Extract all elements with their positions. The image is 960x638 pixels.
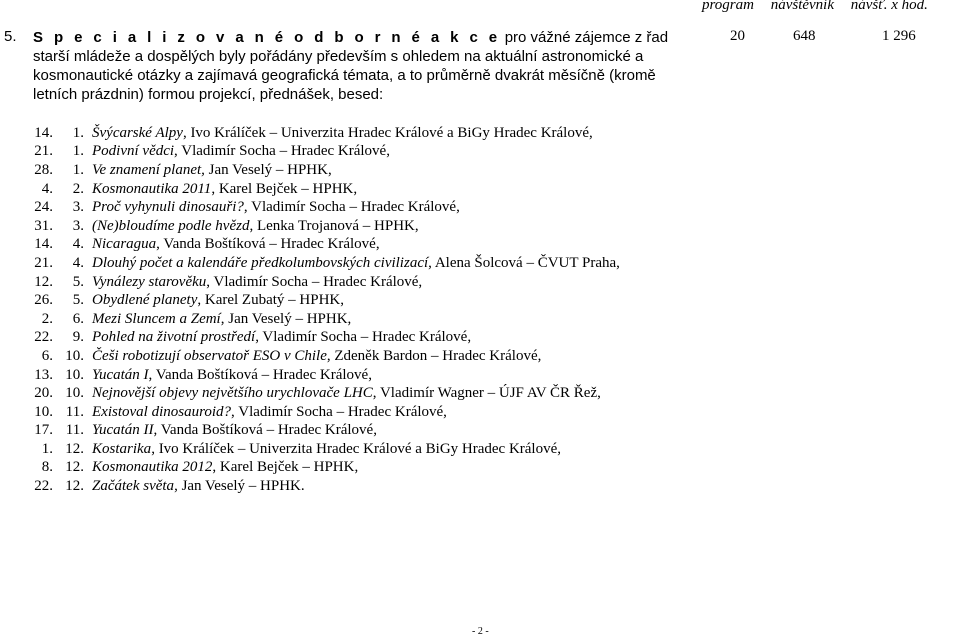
event-month: 10. (65, 366, 84, 383)
event-row (0, 124, 960, 143)
header-visitors: návštěvník (770, 0, 835, 13)
event-speaker: , Ivo Králíček – Univerzita Hradec Králové a BiGy Hradec Králové, (151, 440, 562, 457)
event-month: 4. (72, 236, 84, 253)
event-speaker: , Karel Bejček – HPHK, (212, 459, 359, 476)
event-title: Nejnovější objevy největšího urychlovače LHC (92, 385, 373, 402)
event-description (84, 292, 344, 309)
event-day: 6. (41, 347, 53, 364)
event-speaker: , Vladimír Socha – Hradec Králové, (231, 403, 447, 420)
section-number: 5. (4, 28, 17, 45)
event-row (0, 310, 960, 329)
event-title: (Ne)bloudíme podle hvězd (92, 217, 250, 234)
event-title: Kosmonautika 2012 (92, 459, 213, 476)
section-title: S p e c i a l i z o v a n é o d b o r n é a k c e (33, 29, 501, 46)
stat-visitor-hours: 1 296 (882, 28, 916, 44)
event-speaker: , Zdeněk Bardon – Hradec Králové, (326, 347, 542, 364)
event-day: 1. (41, 440, 53, 457)
event-description (84, 143, 390, 160)
event-speaker: , Lenka Trojanová – HPHK, (249, 217, 419, 234)
event-description (84, 459, 358, 476)
event-row (0, 254, 960, 273)
event-day: 22. (34, 329, 53, 346)
event-row (0, 291, 960, 310)
event-day: 4. (41, 180, 53, 197)
event-title: Švýcarské Alpy (92, 124, 183, 141)
event-description (84, 162, 332, 179)
event-month: 4. (72, 254, 84, 271)
event-month: 5. (72, 273, 84, 290)
event-row (0, 236, 960, 255)
event-month: 6. (72, 310, 84, 327)
event-description (84, 181, 357, 198)
event-month: 2. (72, 180, 84, 197)
section-description: pro vážné zájemce z řad starší mládeže a dospělých byly pořádány především s ohledem na aktuální astronomické a kosmonautické otázky a zajímavá geografická témata, a to průměrně dvakrát měsíčně (kromě letních prázdnin) formou projekcí, přednášek, besed: (33, 29, 669, 103)
event-title: Proč vyhynuli dinosauři? (92, 199, 244, 216)
event-row (0, 403, 960, 422)
event-row (0, 161, 960, 180)
stat-program-count: 20 (730, 28, 745, 44)
event-title: Existoval dinosauroid? (92, 403, 232, 420)
event-description (84, 478, 305, 495)
event-row (0, 180, 960, 199)
event-speaker: , Jan Veselý – HPHK. (174, 478, 305, 495)
event-day: 8. (41, 459, 53, 476)
event-day: 22. (34, 478, 53, 495)
event-row (0, 366, 960, 385)
event-title: Vynálezy starověku (92, 273, 207, 290)
event-description (84, 236, 380, 253)
event-month: 1. (72, 143, 84, 160)
event-month: 10. (65, 347, 84, 364)
event-speaker: , Vanda Boštíková – Hradec Králové, (153, 422, 377, 439)
event-title: Začátek světa (92, 478, 175, 495)
column-headers (702, 0, 928, 14)
event-description (84, 274, 422, 291)
section-intro (33, 28, 693, 104)
event-day: 24. (34, 199, 53, 216)
event-title: Yucatán II (92, 422, 154, 439)
event-day: 13. (34, 366, 53, 383)
event-month: 9. (72, 329, 84, 346)
event-day: 31. (34, 217, 53, 234)
event-speaker: , Vladimír Socha – Hradec Králové, (243, 199, 460, 216)
event-speaker: , Vladimír Socha – Hradec Králové, (255, 329, 472, 346)
event-title: Obydlené planety (92, 292, 198, 309)
event-day: 26. (34, 292, 53, 309)
event-day: 14. (34, 236, 53, 253)
event-month: 11. (65, 422, 84, 439)
event-month: 3. (72, 217, 84, 234)
event-description (84, 348, 541, 365)
event-day: 14. (34, 124, 53, 141)
event-month: 12. (65, 459, 84, 476)
event-day: 20. (34, 385, 53, 402)
event-month: 1. (72, 124, 84, 141)
event-title: Ve znamení planet, (92, 161, 205, 178)
event-row (0, 440, 960, 459)
event-speaker: , Jan Veselý – HPHK, (220, 310, 352, 327)
event-speaker: , Karel Zubatý – HPHK, (197, 292, 345, 309)
event-title: Kostarika (92, 440, 152, 457)
event-day: 2. (41, 310, 53, 327)
event-row (0, 347, 960, 366)
event-month: 3. (72, 199, 84, 216)
event-month: 12. (65, 440, 84, 457)
event-description (84, 255, 620, 272)
event-day: 12. (34, 273, 53, 290)
event-day: 17. (34, 422, 53, 439)
event-row (0, 143, 960, 162)
event-row (0, 329, 960, 348)
event-description (84, 367, 372, 384)
event-speaker: , Vladimír Socha – Hradec Králové, (174, 143, 390, 160)
event-row (0, 459, 960, 478)
page-number: - 2 - (472, 626, 489, 637)
event-title: Podivní vědci (92, 143, 175, 160)
event-description (84, 404, 447, 421)
event-description (84, 199, 460, 216)
event-row (0, 198, 960, 217)
event-speaker: , Ivo Králíček – Univerzita Hradec Králové a BiGy Hradec Králové, (182, 124, 593, 141)
event-row (0, 384, 960, 403)
event-description (84, 422, 377, 439)
event-day: 28. (34, 161, 53, 178)
event-description (84, 218, 419, 235)
event-description (84, 329, 471, 346)
event-title: Nicaragua (92, 236, 157, 253)
header-hours: návšť. x hod. (850, 0, 928, 13)
event-title: Dlouhý počet a kalendáře předkolumbovských civilizací (92, 254, 429, 271)
event-title: Češi robotizují observatoř ESO v Chile (92, 347, 327, 364)
event-title: Yucatán I (92, 366, 149, 383)
stat-visitor-count: 648 (793, 28, 816, 44)
event-speaker: , Karel Bejček – HPHK, (211, 180, 358, 197)
event-speaker: , Vanda Boštíková – Hradec Králové, (156, 236, 380, 253)
header-program: program (702, 0, 754, 13)
event-speaker: , Alena Šolcová – ČVUT Praha, (428, 254, 620, 271)
event-description (84, 125, 593, 142)
event-description (84, 311, 351, 328)
event-day: 10. (34, 403, 53, 420)
event-month: 12. (65, 478, 84, 495)
event-speaker: Jan Veselý – HPHK, (204, 161, 332, 178)
event-speaker: , Vladimír Wagner – ÚJF AV ČR Řež, (372, 385, 601, 402)
event-month: 1. (72, 161, 84, 178)
event-row (0, 273, 960, 292)
event-description (84, 441, 561, 458)
event-day: 21. (34, 254, 53, 271)
event-speaker: , Vladimír Socha – Hradec Králové, (206, 273, 423, 290)
event-speaker: , Vanda Boštíková – Hradec Králové, (148, 366, 372, 383)
event-month: 11. (65, 403, 84, 420)
event-description (84, 385, 601, 402)
event-month: 5. (72, 292, 84, 309)
event-day: 21. (34, 143, 53, 160)
event-row (0, 217, 960, 236)
event-month: 10. (65, 385, 84, 402)
event-title: Kosmonautika 2011 (92, 180, 212, 197)
event-row (0, 477, 960, 496)
event-title: Pohled na životní prostředí (92, 329, 256, 346)
event-row (0, 422, 960, 441)
event-title: Mezi Sluncem a Zemí (92, 310, 221, 327)
event-list (0, 124, 960, 496)
